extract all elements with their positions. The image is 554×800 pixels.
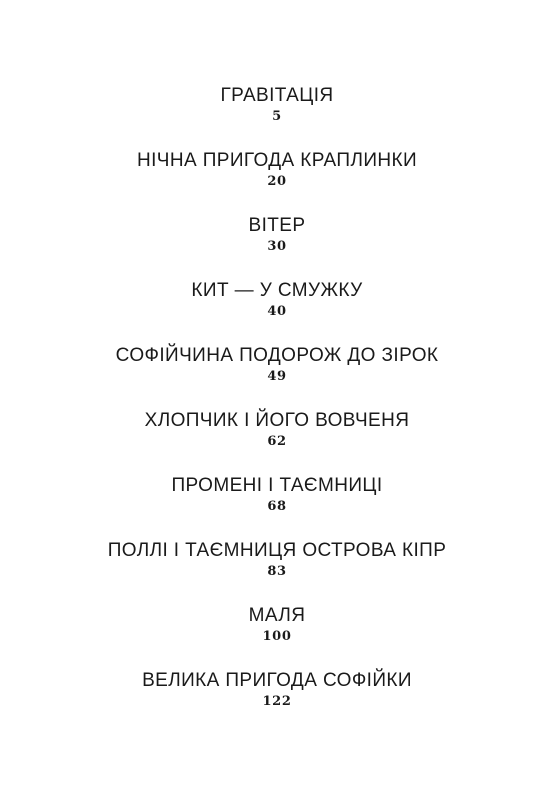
toc-entry-title: НІЧНА ПРИГОДА КРАПЛИНКИ bbox=[136, 150, 418, 171]
toc-entry-title: ГРАВІТАЦІЯ bbox=[220, 85, 334, 106]
toc-entry bbox=[0, 84, 554, 126]
toc-entry-title: МАЛЯ bbox=[248, 605, 306, 626]
toc-entry-page-number: 122 bbox=[262, 694, 292, 709]
toc-entry bbox=[0, 669, 554, 711]
toc-entry bbox=[0, 279, 554, 321]
toc-entry-page-number: 20 bbox=[267, 174, 287, 189]
toc-entry-page-number: 62 bbox=[267, 434, 287, 449]
toc-entry bbox=[0, 539, 554, 581]
toc-entry-title: СОФІЙЧИНА ПОДОРОЖ ДО ЗІРОК bbox=[115, 345, 439, 366]
toc-entry-title: ХЛОПЧИК І ЙОГО ВОВЧЕНЯ bbox=[144, 410, 410, 431]
toc-entry bbox=[0, 604, 554, 646]
toc-entry bbox=[0, 474, 554, 516]
toc-entry-page-number: 40 bbox=[267, 304, 287, 319]
toc-entry bbox=[0, 149, 554, 191]
toc-entry-page-number: 83 bbox=[267, 564, 287, 579]
toc-entry-title: ПОЛЛІ І ТАЄМНИЦЯ ОСТРОВА КІПР bbox=[107, 540, 447, 561]
toc-entry-page-number: 68 bbox=[267, 499, 287, 514]
toc-entry bbox=[0, 344, 554, 386]
toc-entry-title: ПРОМЕНІ І ТАЄМНИЦІ bbox=[171, 475, 383, 496]
toc-entry-page-number: 49 bbox=[267, 369, 287, 384]
toc-entry bbox=[0, 214, 554, 256]
toc-entry-page-number: 100 bbox=[262, 629, 292, 644]
toc-entry-page-number: 30 bbox=[267, 239, 287, 254]
toc-entry-page-number: 5 bbox=[272, 109, 282, 124]
toc-entry-title: КИТ — У СМУЖКУ bbox=[191, 280, 363, 301]
toc-entry bbox=[0, 409, 554, 451]
toc-entry-title: ВІТЕР bbox=[248, 215, 306, 236]
toc-entry-title: ВЕЛИКА ПРИГОДА СОФІЙКИ bbox=[142, 670, 412, 691]
